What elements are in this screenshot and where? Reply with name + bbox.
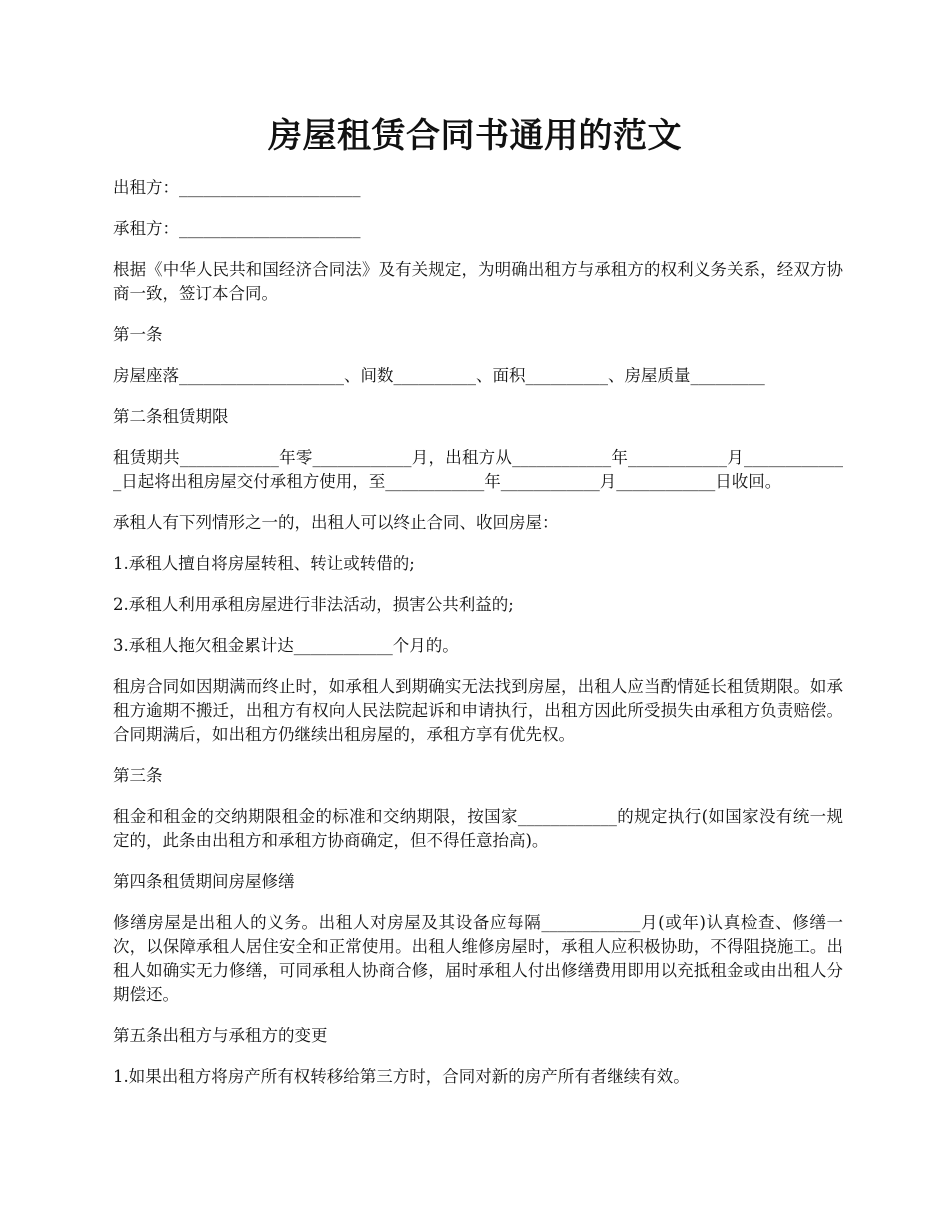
article-3-paragraph: 租金和租金的交纳期限租金的标准和交纳期限，按国家____________的规定执行(如国家没有统一规定的，此条由出租方和承租方协商确定，但不得任意抬高)。 [113, 807, 843, 850]
article-3-heading: 第三条 [113, 766, 163, 785]
article-2-paragraph: 租赁期共____________年零____________月，出租方从____________年____________月_____________日起将出租房屋交付承租方使用，至____________年____________月____________日收回。 [113, 448, 843, 491]
article-5-heading: 第五条出租方与承租方的变更 [113, 1026, 328, 1045]
article-5-item-1: 1.如果出租方将房产所有权转移给第三方时，合同对新的房产所有者继续有效。 [113, 1067, 690, 1086]
termination-item-3: 3.承租人拖欠租金累计达____________个月的。 [113, 636, 459, 655]
termination-item-1: 1.承租人擅自将房屋转租、转让或转借的; [113, 554, 415, 573]
article-4-paragraph: 修缮房屋是出租人的义务。出租人对房屋及其设备应每隔____________月(或年)认真检查、修缮一次，以保障承租人居住安全和正常使用。出租人维修房屋时，承租人应积极协助，不得阻挠施工。出租人如确实无力修缮，可同承租人协商合修，届时承租人付出修缮费用即用以充抵租金或由出租人分期偿还。 [113, 913, 843, 1004]
article-2-heading: 第二条租赁期限 [113, 407, 229, 426]
lessor-line: 出租方：______________________ [113, 178, 361, 197]
lessee-line: 承租方：______________________ [113, 219, 361, 238]
termination-intro: 承租人有下列情形之一的，出租人可以终止合同、收回房屋： [113, 513, 559, 532]
document-title: 房屋租赁合同书通用的范文 [268, 116, 682, 156]
article-1-paragraph: 房屋座落____________________、间数__________、面积__________、房屋质量_________ [113, 366, 765, 385]
expiry-paragraph: 租房合同如因期满而终止时，如承租人到期确实无法找到房屋，出租人应当酌情延长租赁期限。如承租方逾期不搬迁，出租方有权向人民法院起诉和申请执行，出租方因此所受损失由承租方负责赔偿。合同期满后，如出租方仍继续出租房屋的，承租方享有优先权。 [113, 677, 843, 744]
preamble-paragraph: 根据《中华人民共和国经济合同法》及有关规定，为明确出租方与承租方的权利义务关系，经双方协商一致，签订本合同。 [113, 260, 843, 303]
document-page [113, 110, 843, 1089]
termination-item-2: 2.承租人利用承租房屋进行非法活动，损害公共利益的; [113, 595, 514, 614]
article-1-heading: 第一条 [113, 325, 163, 344]
article-4-heading: 第四条租赁期间房屋修缮 [113, 872, 295, 891]
